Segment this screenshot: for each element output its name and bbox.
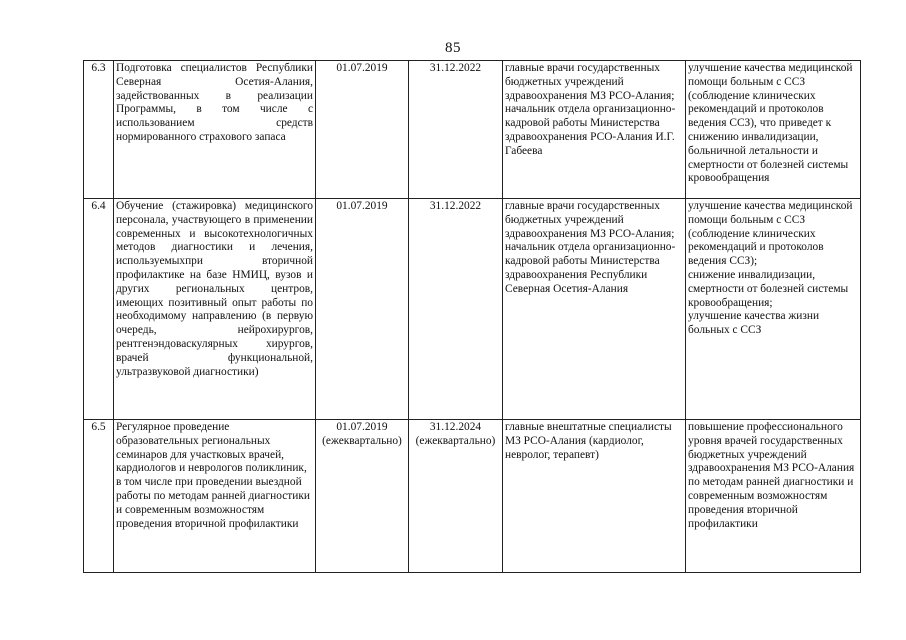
start-date-frequency: (ежеквартально) bbox=[322, 434, 402, 447]
result-line: улучшение качества медицинской помощи больным с ССЗ (соблюдение клинических рекомендаций и протоколов ведения ССЗ); bbox=[688, 200, 853, 268]
end-date-value: 31.12.2022 bbox=[429, 200, 482, 212]
start-date-value: 01.07.2019 bbox=[336, 421, 388, 433]
start-date-value: 01.07.2019 bbox=[336, 62, 388, 74]
responsible-line: главные врачи государственных бюджетных учреждений здравоохранения МЗ РСО-Алания; bbox=[505, 200, 675, 240]
page-number: 85 bbox=[445, 40, 461, 56]
result-line: улучшение качества жизни больных с ССЗ bbox=[688, 310, 820, 337]
responsible-line: главные внештатные специалисты МЗ РСО-Алания (кардиолог, невролог, терапевт) bbox=[505, 421, 672, 461]
result-line: снижение инвалидизации, смертности от болезней системы кровообращения; bbox=[688, 268, 849, 309]
event-description: Регулярное проведение образовательных региональных семинаров для участковых врачей, кардиологов и неврологов поликлиник, в том числе при проведении выездной работы по методам ранней диагностики и современным возможностям проведения вторичной профилактики bbox=[114, 420, 316, 573]
end-date bbox=[409, 199, 503, 420]
table-row bbox=[84, 199, 861, 420]
start-date bbox=[316, 61, 409, 199]
measures-table bbox=[83, 60, 861, 573]
table-row bbox=[84, 420, 861, 573]
end-date bbox=[409, 420, 503, 573]
result-line: повышение профессионального уровня врачей государственных бюджетных учреждений здравоохранения МЗ РСО-Алания по методам ранней диагностики и современным возможностям проведения вторичной профилактики bbox=[688, 421, 855, 530]
event-description: Обучение (стажировка) медицинского персонала, участвующего в применении современных и высокотехнологичных методов диагностики и лечения, используемыхпри вторичной профилактике на базе НМИЦ, вузов и других региональных центров, имеющих позитивный опыт работы по необходимому направлению (в первую очередь, нейрохирургов, рентгенэндоваскулярных хирургов, врачей функциональной, ультразвуковой диагностики) bbox=[114, 199, 316, 420]
end-date-frequency: (ежеквартально) bbox=[415, 434, 496, 447]
end-date-value: 31.12.2022 bbox=[429, 62, 482, 74]
row-number: 6.3 bbox=[84, 61, 114, 199]
start-date bbox=[316, 199, 409, 420]
row-number: 6.4 bbox=[84, 199, 114, 420]
responsible-line: начальник отдела организационно-кадровой работы Министерства здравоохранения Республики Северная Осетия-Алания bbox=[505, 241, 676, 295]
responsible-line: главные врачи государственных бюджетных учреждений здравоохранения МЗ РСО-Алания; начальник отдела организационно-кадровой работы Министерства здравоохранения РСО-Алания И.Г. Габеева bbox=[505, 62, 676, 157]
end-date bbox=[409, 61, 503, 199]
start-date bbox=[316, 420, 409, 573]
row-number: 6.5 bbox=[84, 420, 114, 573]
expected-result bbox=[686, 199, 861, 420]
responsible-persons bbox=[503, 420, 686, 573]
expected-result bbox=[686, 61, 861, 199]
result-line: улучшение качества медицинской помощи больным с ССЗ (соблюдение клинических рекомендаций и протоколов ведения ССЗ), что приведет к снижению инвалидизации, больничной летальности и смертности от болезней системы кровообращения bbox=[688, 62, 853, 185]
responsible-persons bbox=[503, 199, 686, 420]
table-row bbox=[84, 61, 861, 199]
responsible-persons bbox=[503, 61, 686, 199]
start-date-value: 01.07.2019 bbox=[336, 200, 388, 212]
end-date-value: 31.12.2024 bbox=[429, 421, 482, 433]
expected-result bbox=[686, 420, 861, 573]
event-description: Подготовка специалистов Республики Северная Осетия-Алания, задействованных в реализации Программы, в том числе с использованием средств нормированного страхового запаса bbox=[114, 61, 316, 199]
